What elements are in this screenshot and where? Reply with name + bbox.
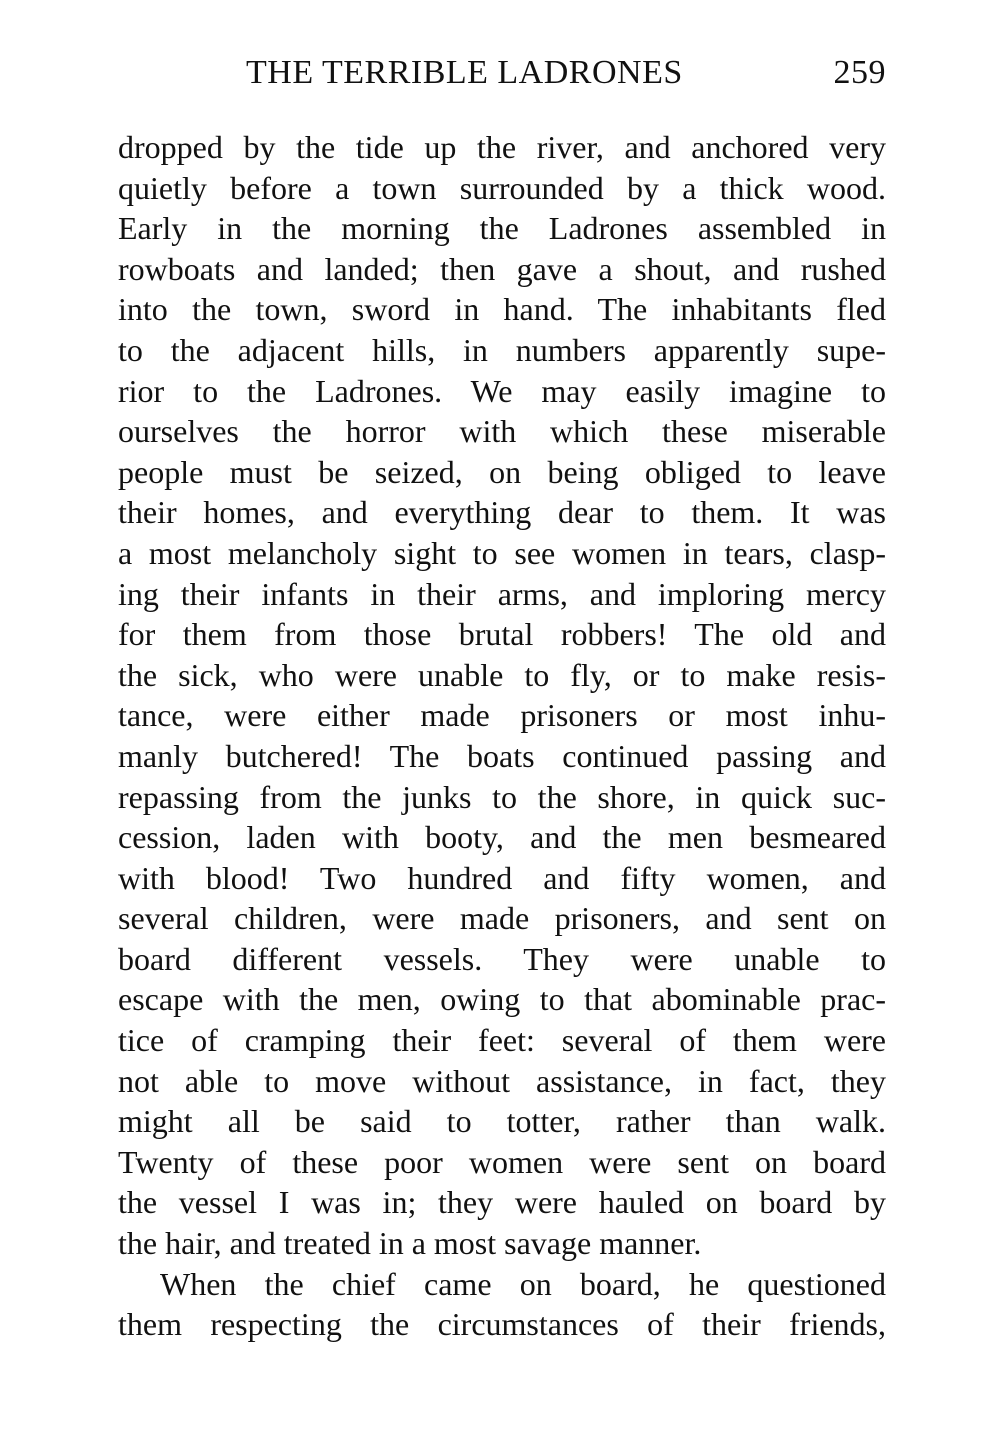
text-line: manly butchered! The boats continued passing and (118, 737, 886, 774)
text-line: ourselves the horror with which these miserable (118, 413, 886, 450)
page-header (118, 54, 886, 104)
text-line: their homes, and everything dear to them. It was (118, 494, 886, 531)
text-line: quietly before a town surrounded by a thick wood. (118, 169, 886, 206)
text-line: to the adjacent hills, in numbers apparently supe- (118, 331, 886, 368)
text-line: board different vessels. They were unable to (118, 940, 886, 977)
text-line: might all be said to totter, rather than walk. (118, 1103, 886, 1140)
text-line: into the town, sword in hand. The inhabitants fled (118, 291, 886, 328)
running-title: THE TERRIBLE LADRONES (246, 54, 683, 91)
body-text (118, 127, 886, 1345)
text-line: ing their infants in their arms, and imploring mercy (118, 575, 886, 612)
text-line: with blood! Two hundred and fifty women, and (118, 859, 886, 896)
text-line: several children, were made prisoners, and sent on (118, 900, 886, 937)
paragraph-end-line: the hair, and treated in a most savage manner. (118, 1225, 702, 1262)
text-line: tice of cramping their feet: several of them were (118, 1022, 886, 1059)
text-line: rowboats and landed; then gave a shout, and rushed (118, 250, 886, 287)
text-line: for them from those brutal robbers! The old and (118, 616, 886, 653)
paragraph-start-line: When the chief came on board, he questioned (160, 1265, 886, 1302)
text-line: dropped by the tide up the river, and anchored very (118, 129, 886, 165)
page-number: 259 (833, 54, 886, 91)
text-line: a most melancholy sight to see women in tears, clasp- (118, 534, 886, 571)
text-line: tance, were either made prisoners or most inhu- (118, 697, 886, 734)
text-line: them respecting the circumstances of their friends, (118, 1306, 886, 1343)
text-line: Twenty of these poor women were sent on board (118, 1143, 886, 1180)
text-line: Early in the morning the Ladrones assembled in (118, 210, 886, 247)
text-line: rior to the Ladrones. We may easily imagine to (118, 372, 886, 409)
text-line: people must be seized, on being obliged to leave (118, 453, 886, 490)
text-line: cession, laden with booty, and the men besmeared (118, 819, 886, 856)
text-line: escape with the men, owing to that abominable prac- (118, 981, 886, 1018)
text-line: not able to move without assistance, in fact, they (118, 1062, 886, 1099)
text-line: the vessel I was in; they were hauled on board by (118, 1184, 886, 1221)
text-line: repassing from the junks to the shore, in quick suc- (118, 778, 886, 815)
text-line: the sick, who were unable to fly, or to make resis- (118, 656, 886, 693)
